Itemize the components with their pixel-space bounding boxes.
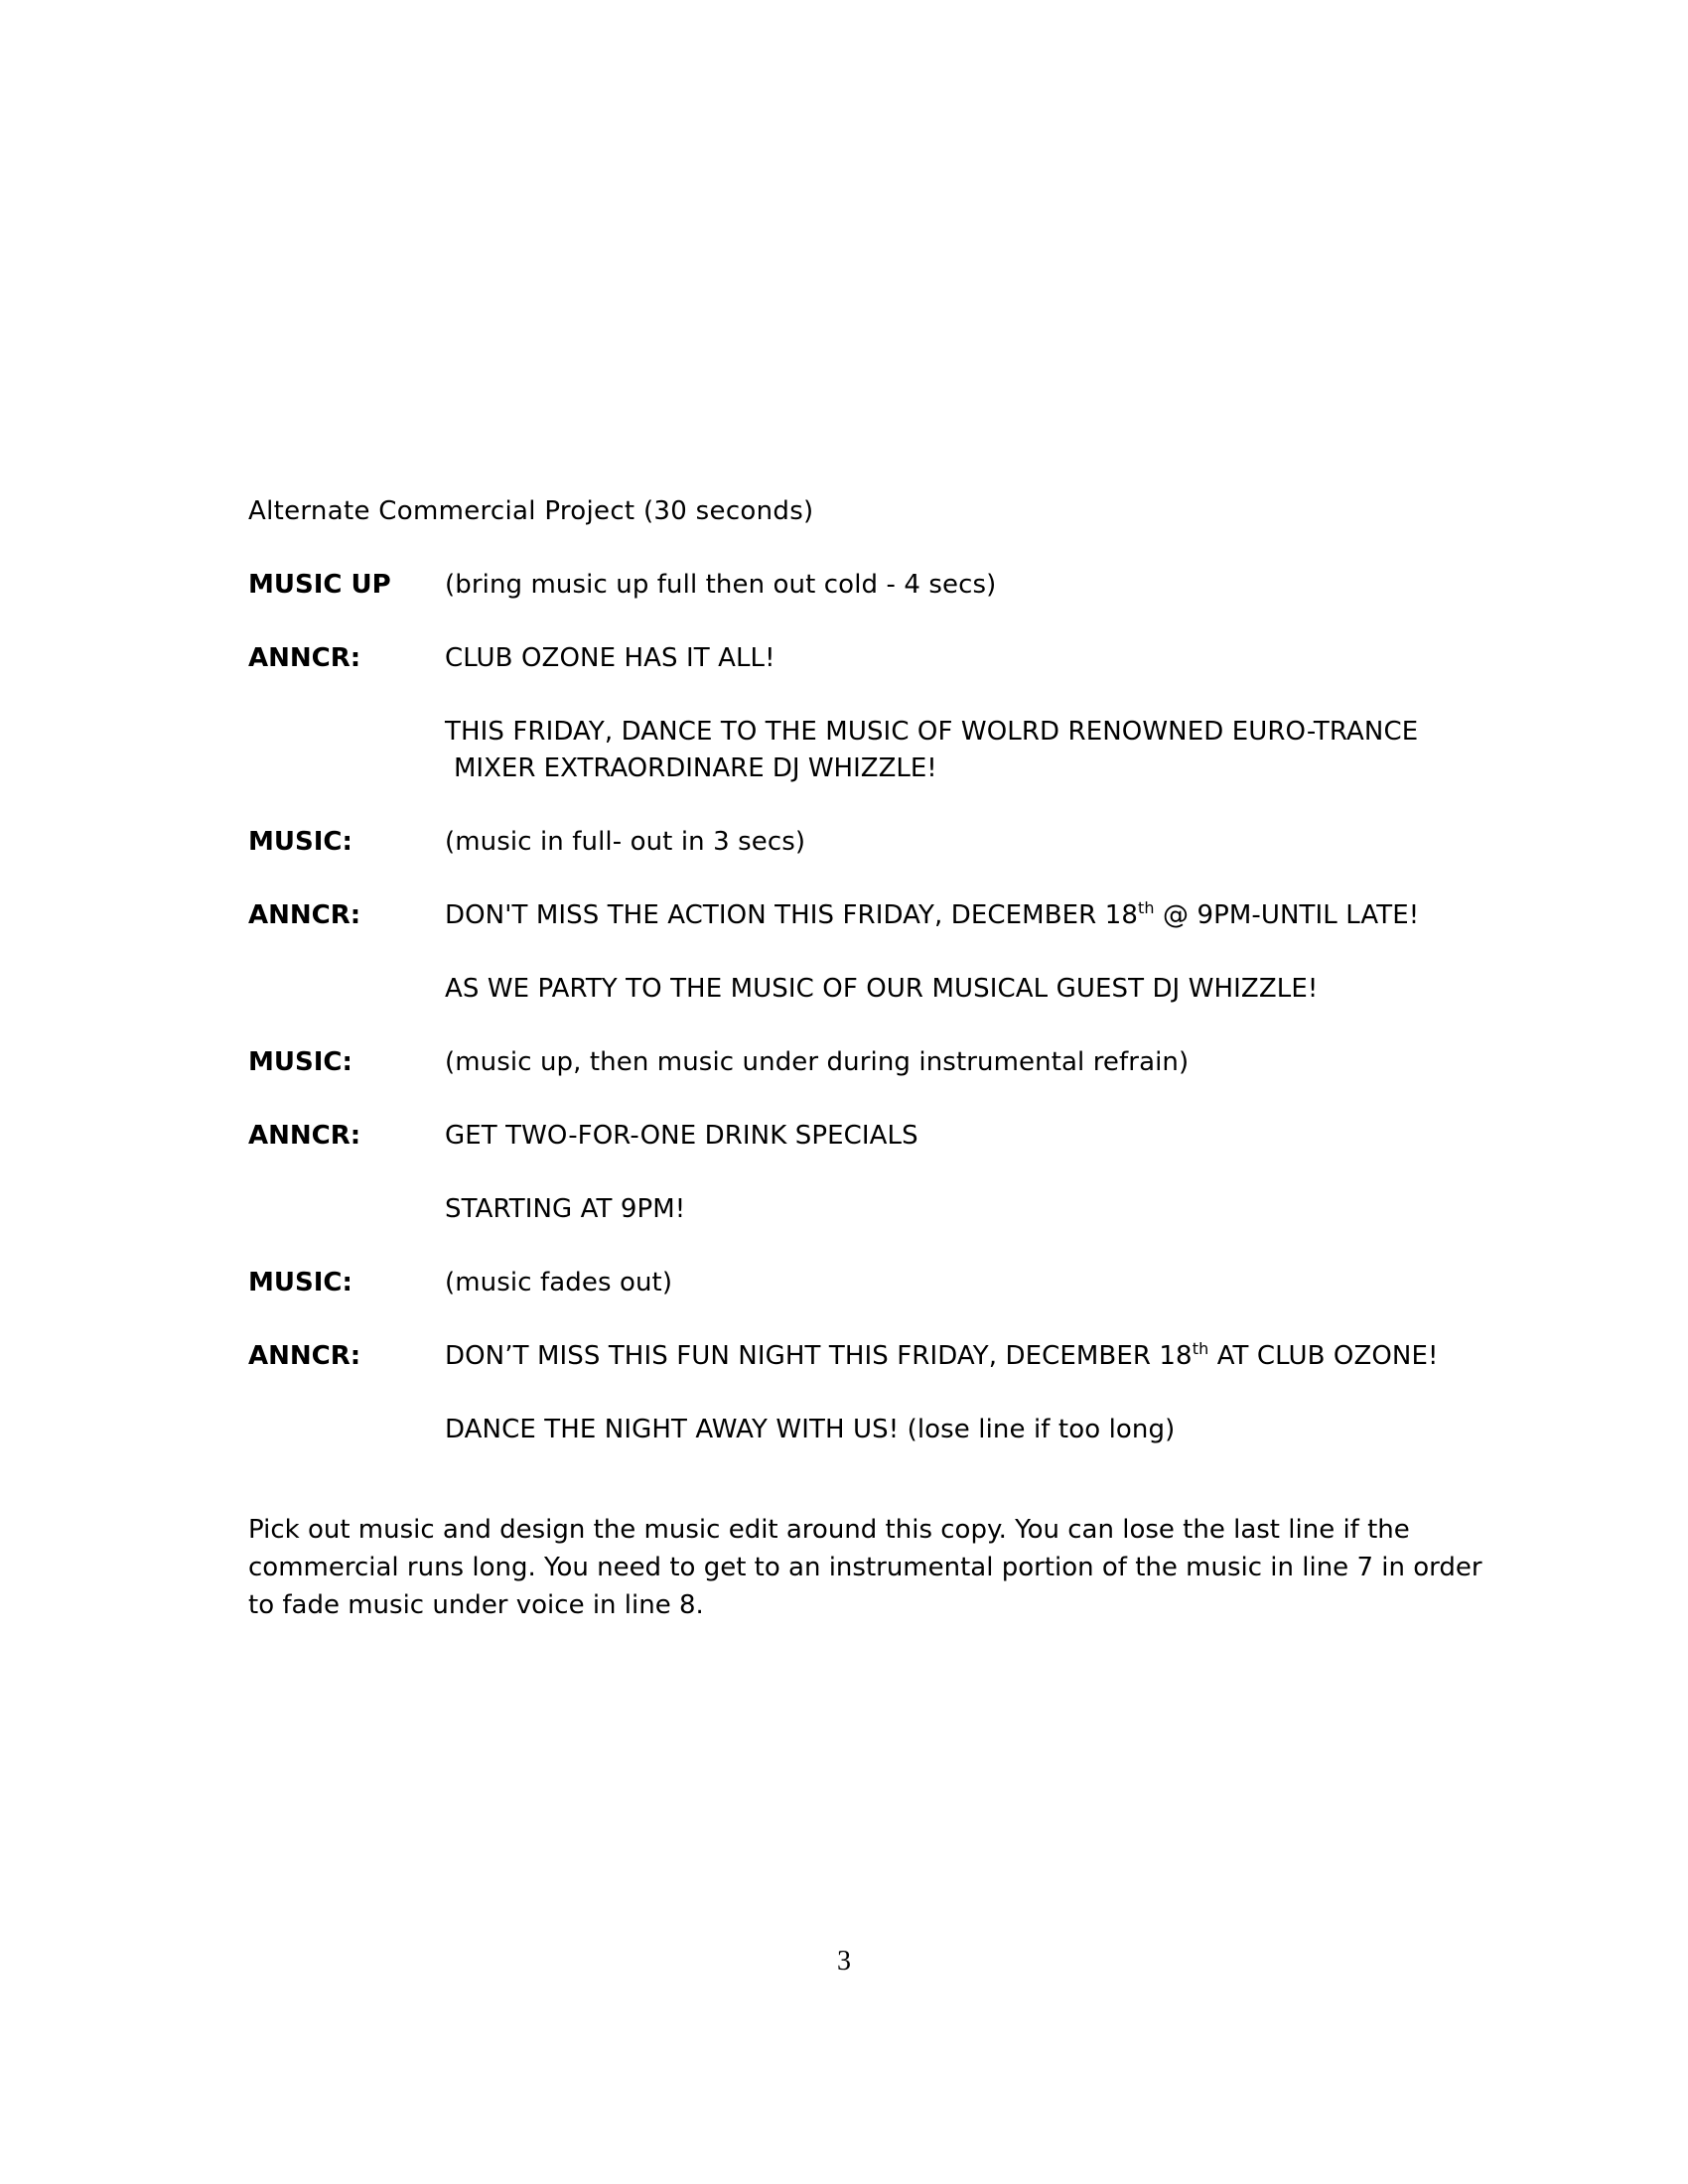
page-title: Alternate Commercial Project (30 seconds)	[248, 496, 814, 526]
script-line: DANCE THE NIGHT AWAY WITH US! (lose line if too long)	[445, 1415, 1176, 1444]
script-line: (music in full- out in 3 secs)	[445, 827, 806, 857]
script-text-after: @ 9PM-UNTIL LATE!	[1154, 900, 1420, 930]
cue-label: MUSIC:	[248, 1268, 352, 1297]
script-line: CLUB OZONE HAS IT ALL!	[445, 643, 775, 673]
script-line: STARTING AT 9PM!	[445, 1194, 686, 1224]
instructions-line: to fade music under voice in line 8.	[248, 1590, 704, 1620]
ordinal-suffix: th	[1137, 898, 1155, 917]
instructions-paragraph	[248, 1511, 1482, 1624]
script-text-after: AT CLUB OZONE!	[1208, 1341, 1439, 1371]
cue-label: MUSIC:	[248, 827, 352, 857]
cue-label: ANNCR:	[248, 900, 361, 930]
script-text-before: DON’T MISS THIS FUN NIGHT THIS FRIDAY, DECEMBER 18	[445, 1341, 1193, 1371]
script-line: THIS FRIDAY, DANCE TO THE MUSIC OF WOLRD RENOWNED EURO-TRANCE	[445, 717, 1419, 747]
script-line-continued: MIXER EXTRAORDINARE DJ WHIZZLE!	[454, 753, 937, 783]
cue-label: ANNCR:	[248, 1121, 361, 1151]
script-line: (music up, then music under during instrumental refrain)	[445, 1047, 1190, 1077]
script-line: (bring music up full then out cold - 4 secs)	[445, 570, 997, 600]
cue-label: MUSIC:	[248, 1047, 352, 1077]
instructions-line: commercial runs long. You need to get to an instrumental portion of the music in line 7 in order	[248, 1553, 1482, 1582]
page-number: 3	[837, 1946, 851, 1977]
script-line: (music fades out)	[445, 1268, 673, 1297]
script-line	[445, 1338, 1438, 1374]
cue-label: ANNCR:	[248, 1341, 361, 1371]
script-text-before: DON'T MISS THE ACTION THIS FRIDAY, DECEMBER 18	[445, 900, 1138, 930]
script-line	[445, 897, 1438, 933]
ordinal-suffix: th	[1192, 1339, 1209, 1358]
instructions-line: Pick out music and design the music edit around this copy. You can lose the last line if the	[248, 1515, 1410, 1545]
script-line: GET TWO-FOR-ONE DRINK SPECIALS	[445, 1121, 918, 1151]
cue-label: ANNCR:	[248, 643, 361, 673]
script-line: AS WE PARTY TO THE MUSIC OF OUR MUSICAL GUEST DJ WHIZZLE!	[445, 974, 1319, 1004]
cue-label: MUSIC UP	[248, 570, 391, 600]
